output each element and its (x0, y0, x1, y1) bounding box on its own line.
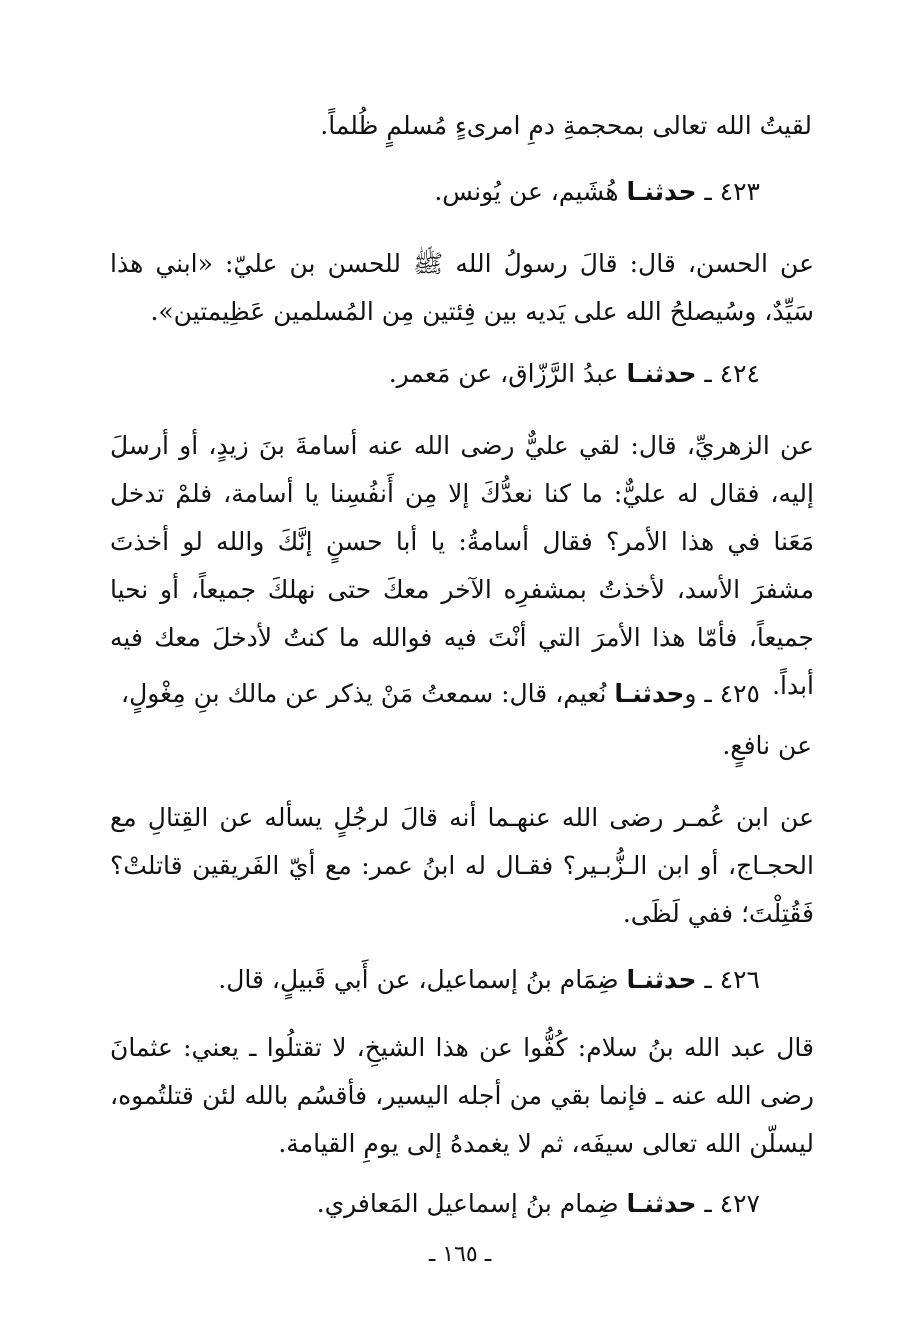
isnad-text: هُشَيم، عن يُونس. (434, 177, 627, 206)
hadith-427-header (317, 1186, 760, 1222)
hadith-425-header (121, 676, 760, 712)
hadith-number: ٤٢٦ ـ (696, 965, 760, 994)
isnad-text: عبدُ الرَّزّاق، عن مَعمر. (388, 359, 627, 388)
hadith-number: ٤٢٥ ـ و (684, 679, 760, 708)
continuation-line: لقيتُ الله تعالى بمحجمةِ دمِ امرىءٍ مُسلمٍ ظُلماً. (320, 111, 812, 140)
narration-keyword: حدثنـا (626, 1189, 697, 1218)
hadith-424-body: عن الزهريِّ، قال: لقي عليٌّ رضى الله عنه أسامةَ بنَ زيدٍ، أو أرسلَ إليه، فقال له عليٌّ: ما كنا نعدُّكَ إلا مِن أَنفُسِنا يا أسامة، فلمْ تدخل مَعَنا في هذا الأمر؟ فقال أسامةُ: يا أبا حسنٍ إنَّكَ والله لو أخذتَ مشفرَ الأسد، لأخذتُ بمشفرِه الآخر معكَ حتى نهلكَ جميعاً، أو نحيا جميعاً، فأمّا هذا الأمرَ التي أنْتَ فيه فوالله ما كنتُ لأدخلَ معك فيه أبداً. (110, 431, 814, 700)
hadith-425-body: عن ابن عُمـر رضى الله عنهـما أنه قالَ لرجُلٍ يسأله عن القِتالِ مع الحجـاج، أو ابن الـزُّبـير؟ فقـال له ابنُ عمر: مع أيّ الفَريقين قاتلتْ؟ فَقُتِلْتَ؛ ففي لَظَى. (110, 803, 814, 928)
isnad-text: نُعيم، قال: سمعتُ مَنْ يذكر عن مالك بنِ مِغْولٍ، (121, 679, 615, 708)
narration-keyword: حدثنـا (626, 177, 697, 206)
hadith-423-header (434, 174, 760, 210)
isnad-text: ضِمَام بنُ إسماعيل، عن أَبي قَبيلٍ، قال. (218, 965, 627, 994)
hadith-426-header (218, 962, 760, 998)
narration-keyword: حدثنـا (626, 359, 697, 388)
narration-keyword: حدثنـا (614, 679, 685, 708)
hadith-number: ٤٢٤ ـ (696, 359, 760, 388)
isnad-text: ضِمام بنُ إسماعيل المَعافري. (316, 1189, 627, 1218)
hadith-426-body: قال عبد الله بنُ سلام: كُفُّوا عن هذا الشيخِ، لا تقتلُوا ـ يعني: عثمانَ رضى الله عنه ـ فإنما بقي من أجله اليسير، فأقسُم بالله لئن قتلتُموه، ليسلّن الله تعالى سيفَه، ثم لا يغمدهُ إلى يومِ القيامة. (110, 1033, 814, 1158)
hadith-number: ٤٢٧ ـ (696, 1189, 760, 1218)
hadith-number: ٤٢٣ ـ (696, 177, 760, 206)
hadith-423-body: عن الحسن، قال: قالَ رسولُ الله ﷺ للحسن بن عليّ: «ابني هذا سَيِّدٌ، وسُيصلحُ الله على يَديه بين فِئتين مِن المُسلمين عَظِيمتين». (110, 249, 814, 326)
page-number: ـ ١٦٥ ـ (428, 1242, 492, 1267)
narration-keyword: حدثنـا (626, 965, 697, 994)
hadith-424-header (389, 356, 760, 392)
hadith-425-header-continued: عن نافعٍ. (722, 731, 812, 760)
